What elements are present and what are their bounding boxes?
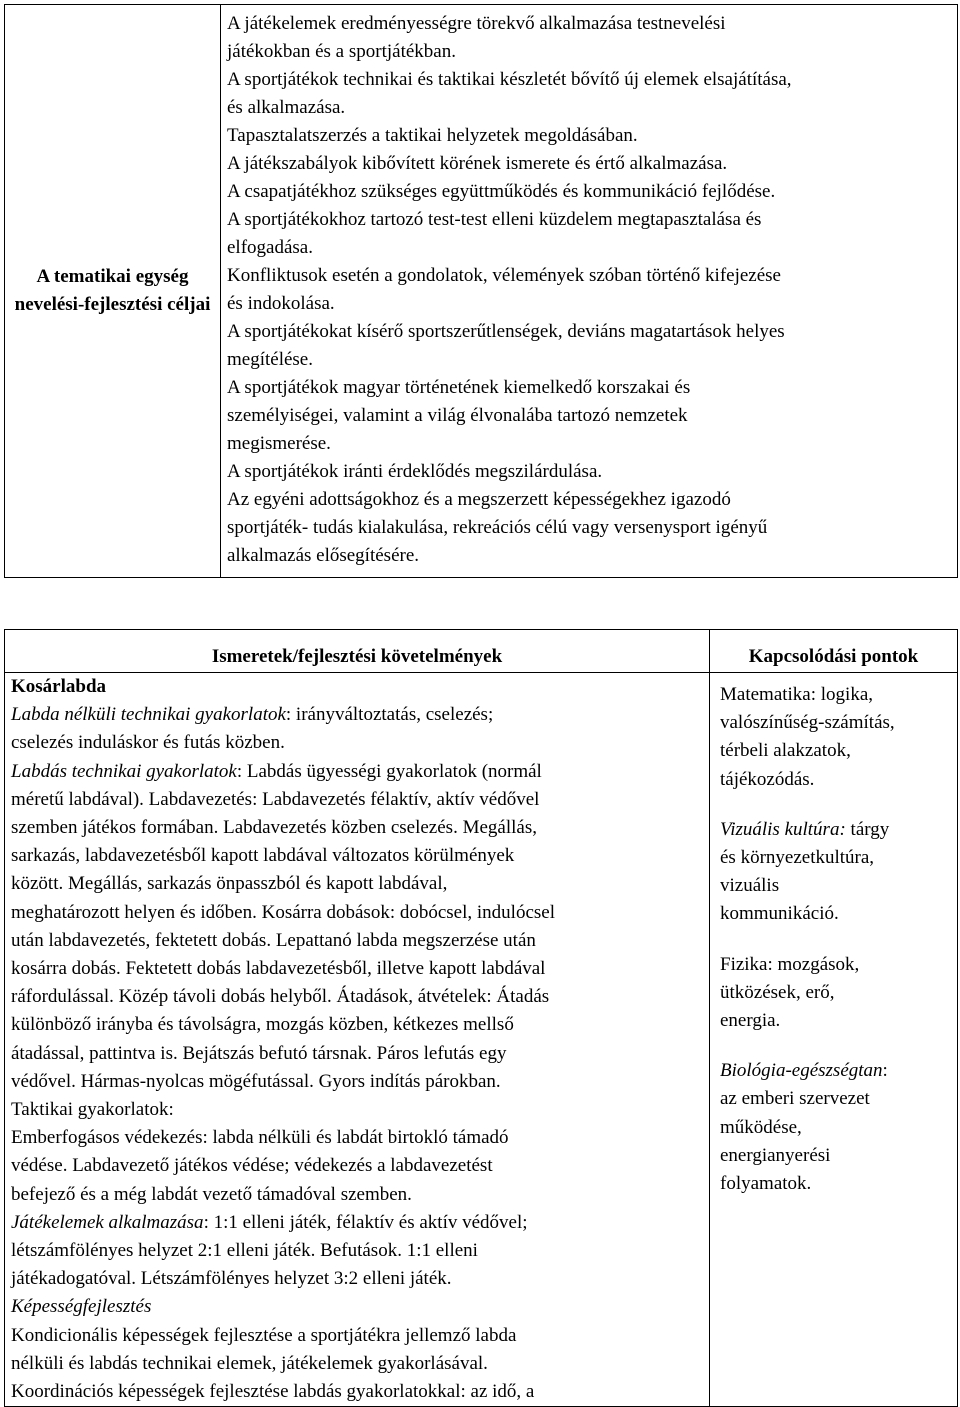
spacer <box>720 794 947 816</box>
req-line: játékadogatóval. Létszámfölényes helyzet 3:2 elleni játék. <box>11 1268 452 1290</box>
req-line <box>11 701 703 729</box>
goal-line: Tapasztalatszerzés a taktikai helyzetek megoldásában. <box>227 125 638 146</box>
goal-line: játékokban és a sportjátékban. <box>227 41 456 62</box>
goal-line: és indokolása. <box>227 293 335 314</box>
connections-header: Kapcsolódási pontok <box>710 630 958 673</box>
req-line: védővel. Hármas-nyolcas mögéfutással. Gyors indítás párokban. <box>11 1070 501 1092</box>
conn-text: tárgy <box>845 818 890 840</box>
req-line <box>11 758 703 786</box>
goal-line: elfogadása. <box>227 237 313 258</box>
req-text: : Labdás ügyességi gyakorlatok (normál <box>236 760 542 782</box>
conn-line: működése, <box>720 1116 802 1138</box>
conn-line: energia. <box>720 1010 781 1032</box>
goal-line: A sportjátékok iránti érdeklődés megszilárdulása. <box>227 461 603 482</box>
req-line: Koordinációs képességek fejlesztése labdás gyakorlatokkal: az idő, a <box>11 1381 535 1403</box>
req-line: átadással, pattintva is. Bejátszás befutó társnak. Páros lefutás egy <box>11 1042 507 1064</box>
goal-line: A játékelemek eredményességre törekvő alkalmazása testnevelési <box>227 13 726 34</box>
goal-line: megítélése. <box>227 349 313 370</box>
requirements-table <box>4 629 958 1407</box>
conn-line: Fizika: mozgások, <box>720 953 860 975</box>
req-line: ráfordulással. Közép távoli dobás helyből. Átadások, átvételek: Átadás <box>11 986 550 1008</box>
req-subheading: Labda nélküli technikai gyakorlatok <box>11 704 286 726</box>
goal-line: megismerése. <box>227 433 331 454</box>
req-line: cselezés induláskor és futás közben. <box>11 732 285 754</box>
goal-line: Konfliktusok esetén a gondolatok, vélemények szóban történő kifejezése <box>227 265 781 286</box>
req-line: között. Megállás, sarkazás önpasszból és kapott labdával, <box>11 873 448 895</box>
req-line: befejező és a még labdát vezető támadóval szemben. <box>11 1183 412 1205</box>
req-line: meghatározott helyen és időben. Kosárra dobások: dobócsel, indulócsel <box>11 901 555 923</box>
conn-text: : <box>882 1060 888 1082</box>
req-line: nélküli és labdás technikai elemek, játékelemek gyakorlásával. <box>11 1352 488 1374</box>
req-text: : 1:1 elleni játék, félaktív és aktív védővel; <box>203 1211 528 1233</box>
goals-table <box>4 4 958 578</box>
goal-line: A játékszabályok kibővített körének ismerete és értő alkalmazása. <box>227 153 728 174</box>
conn-line: térbeli alakzatok, <box>720 740 851 762</box>
spacer <box>720 1035 947 1057</box>
req-subheading: Képességfejlesztés <box>11 1296 152 1318</box>
goal-line: személyiségei, valamint a világ élvonalába tartozó nemzetek <box>227 405 688 426</box>
req-line: Emberfogásos védekezés: labda nélküli és labdát birtokló támadó <box>11 1127 509 1149</box>
req-text: : irányváltoztatás, cselezés; <box>285 704 494 726</box>
conn-line: ütközések, erő, <box>720 981 835 1003</box>
goal-line: A sportjátékok technikai és taktikai készletét bővítő új elemek elsajátítása, <box>227 69 792 90</box>
req-line: sarkazás, labdavezetésből kapott labdával változatos körülmények <box>11 845 515 867</box>
conn-line: valószínűség-számítás, <box>720 712 895 734</box>
conn-line: energianyerési <box>720 1144 831 1166</box>
req-line <box>11 1209 703 1237</box>
goal-line: sportjáték- tudás kialakulása, rekreációs célú vagy versenysport igényű <box>227 517 768 538</box>
conn-line: és környezetkultúra, <box>720 847 875 869</box>
goal-line: Az egyéni adottságokhoz és a megszerzett képességekhez igazodó <box>227 489 731 510</box>
conn-line: folyamatok. <box>720 1173 812 1195</box>
conn-subject: Biológia-egészségtan <box>720 1060 883 1082</box>
requirements-header: Ismeretek/fejlesztési követelmények <box>5 630 710 673</box>
req-line: létszámfölényes helyzet 2:1 elleni játék. Befutások. 1:1 elleni <box>11 1240 478 1262</box>
req-line: kosárra dobás. Fektetett dobás labdavezetésből, illetve kapott labdával <box>11 958 546 980</box>
conn-line: vizuális <box>720 875 780 897</box>
goals-content <box>221 5 958 578</box>
goal-line: A csapatjátékhoz szükséges együttműködés és kommunikáció fejlődése. <box>227 181 776 202</box>
goal-line: alkalmazás elősegítésére. <box>227 545 420 566</box>
req-line: Taktikai gyakorlatok: <box>11 1099 174 1121</box>
req-line: Kondicionális képességek fejlesztése a sportjátékra jellemző labda <box>11 1324 517 1346</box>
conn-subject: Vizuális kultúra: <box>720 818 846 840</box>
requirements-content <box>5 673 710 1407</box>
goals-label: A tematikai egység nevelési-fejlesztési céljai <box>5 5 221 578</box>
section-title: Kosárlabda <box>11 676 107 697</box>
req-line: különböző irányba és távolságra, mozgás közben, kétkezes mellső <box>11 1014 514 1036</box>
req-line: védése. Labdavezető játékos védése; védekezés a labdavezetést <box>11 1155 493 1177</box>
connections-content <box>710 673 958 1407</box>
conn-line: Matematika: logika, <box>720 684 874 705</box>
goal-line: A sportjátékokhoz tartozó test-test elleni küzdelem megtapasztalása és <box>227 209 762 230</box>
conn-line: tájékozódás. <box>720 768 815 790</box>
conn-line: kommunikáció. <box>720 903 839 925</box>
req-line: méretű labdával). Labdavezetés: Labdavezetés félaktív, aktív védővel <box>11 788 540 810</box>
req-line: szemben játékos formában. Labdavezetés közben cselezés. Megállás, <box>11 817 537 839</box>
conn-line <box>720 816 947 844</box>
conn-line: az emberi szervezet <box>720 1088 870 1110</box>
conn-line <box>720 1057 947 1085</box>
goal-line: A sportjátékok magyar történetének kiemelkedő korszakai és <box>227 377 691 398</box>
goal-line: és alkalmazása. <box>227 97 346 118</box>
req-subheading: Labdás technikai gyakorlatok <box>11 760 237 782</box>
req-subheading: Játékelemek alkalmazása <box>11 1211 204 1233</box>
spacer <box>720 929 947 951</box>
req-line: után labdavezetés, fektetett dobás. Lepattanó labda megszerzése után <box>11 929 536 951</box>
goal-line: A sportjátékokat kísérő sportszerűtlenségek, deviáns magatartások helyes <box>227 321 785 342</box>
